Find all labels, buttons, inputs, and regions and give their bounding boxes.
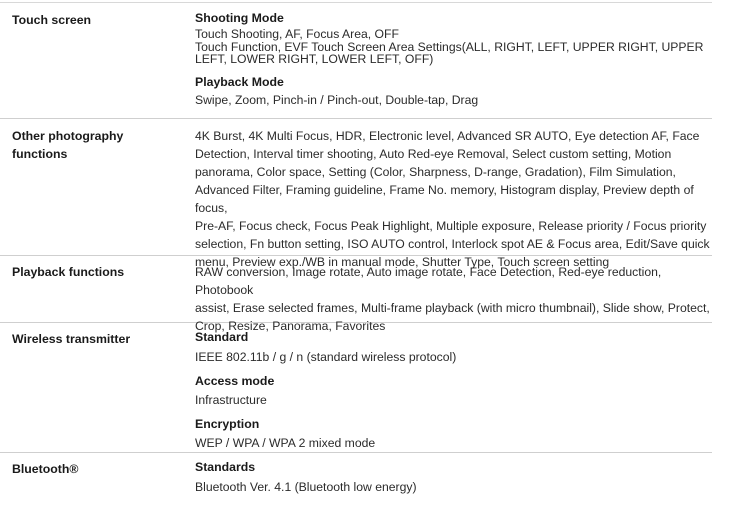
row-label-wireless-transmitter: Wireless transmitter — [12, 332, 131, 346]
access-mode-title: Access mode — [195, 374, 275, 388]
standards-value: Bluetooth Ver. 4.1 (Bluetooth low energy) — [195, 480, 417, 494]
row-bluetooth — [0, 452, 712, 512]
row-label-bluetooth: Bluetooth® — [12, 462, 79, 476]
shooting-mode-line: Touch Function, EVF Touch Screen Area Settings(ALL, RIGHT, LEFT, UPPER RIGHT, UPPER — [195, 39, 704, 54]
row-label-line: functions — [12, 147, 68, 161]
shooting-mode-title: Shooting Mode — [195, 11, 284, 25]
row-content-bluetooth — [195, 458, 715, 496]
feature-line: selection, Fn button setting, ISO AUTO control, Interlock spot AE & Focus area, Edit/Save quick — [195, 237, 710, 251]
playback-mode-title: Playback Mode — [195, 74, 284, 89]
row-wireless-transmitter — [0, 322, 712, 453]
feature-line: Advanced Filter, Framing guideline, Frame No. memory, Histogram display, Preview depth of focus, — [195, 183, 694, 215]
row-other-photography — [0, 118, 712, 269]
feature-line: Detection, Interval timer shooting, Auto Red-eye Removal, Select custom setting, Motion — [195, 147, 672, 161]
row-playback-functions — [0, 255, 712, 333]
encryption-title: Encryption — [195, 417, 260, 431]
row-label-line: Other photography — [12, 129, 124, 143]
row-content-wireless-transmitter — [195, 328, 715, 452]
feature-line: Crop, Resize, Panorama, Favorites — [195, 319, 386, 333]
row-content-other-photography — [195, 127, 715, 271]
row-touch-screen — [0, 0, 712, 119]
feature-line: RAW conversion, Image rotate, Auto image rotate, Face Detection, Red-eye reduction, Photobook — [195, 265, 662, 297]
feature-line: assist, Erase selected frames, Multi-frame playback (with micro thumbnail), Slide show, Protect, — [195, 301, 710, 315]
standard-title: Standard — [195, 330, 249, 344]
feature-line: Pre-AF, Focus check, Focus Peak Highlight, Multiple exposure, Release priority / Focus priority — [195, 219, 707, 233]
row-content-touch-screen — [195, 9, 715, 109]
playback-mode-line: Swipe, Zoom, Pinch-in / Pinch-out, Double-tap, Drag — [195, 92, 479, 107]
shooting-mode-line: Touch Shooting, AF, Focus Area, OFF — [195, 27, 399, 41]
standard-value: IEEE 802.11b / g / n (standard wireless protocol) — [195, 350, 457, 364]
row-label-other-photography — [12, 127, 162, 163]
shooting-mode-line: LEFT, LOWER RIGHT, LOWER LEFT, OFF) — [195, 52, 434, 66]
access-mode-value: Infrastructure — [195, 393, 267, 407]
row-label-touch-screen: Touch screen — [12, 13, 92, 27]
feature-line: menu, Preview exp./WB in manual mode, Shutter Type, Touch screen setting — [195, 255, 610, 269]
feature-line: 4K Burst, 4K Multi Focus, HDR, Electronic level, Advanced SR AUTO, Eye detection AF, Face — [195, 129, 700, 143]
feature-line: panorama, Color space, Setting (Color, Sharpness, D-range, Gradation), Film Simulation, — [195, 165, 676, 179]
row-label-playback-functions: Playback functions — [12, 265, 125, 279]
standards-title: Standards — [195, 460, 256, 474]
encryption-value: WEP / WPA / WPA 2 mixed mode — [195, 436, 376, 450]
